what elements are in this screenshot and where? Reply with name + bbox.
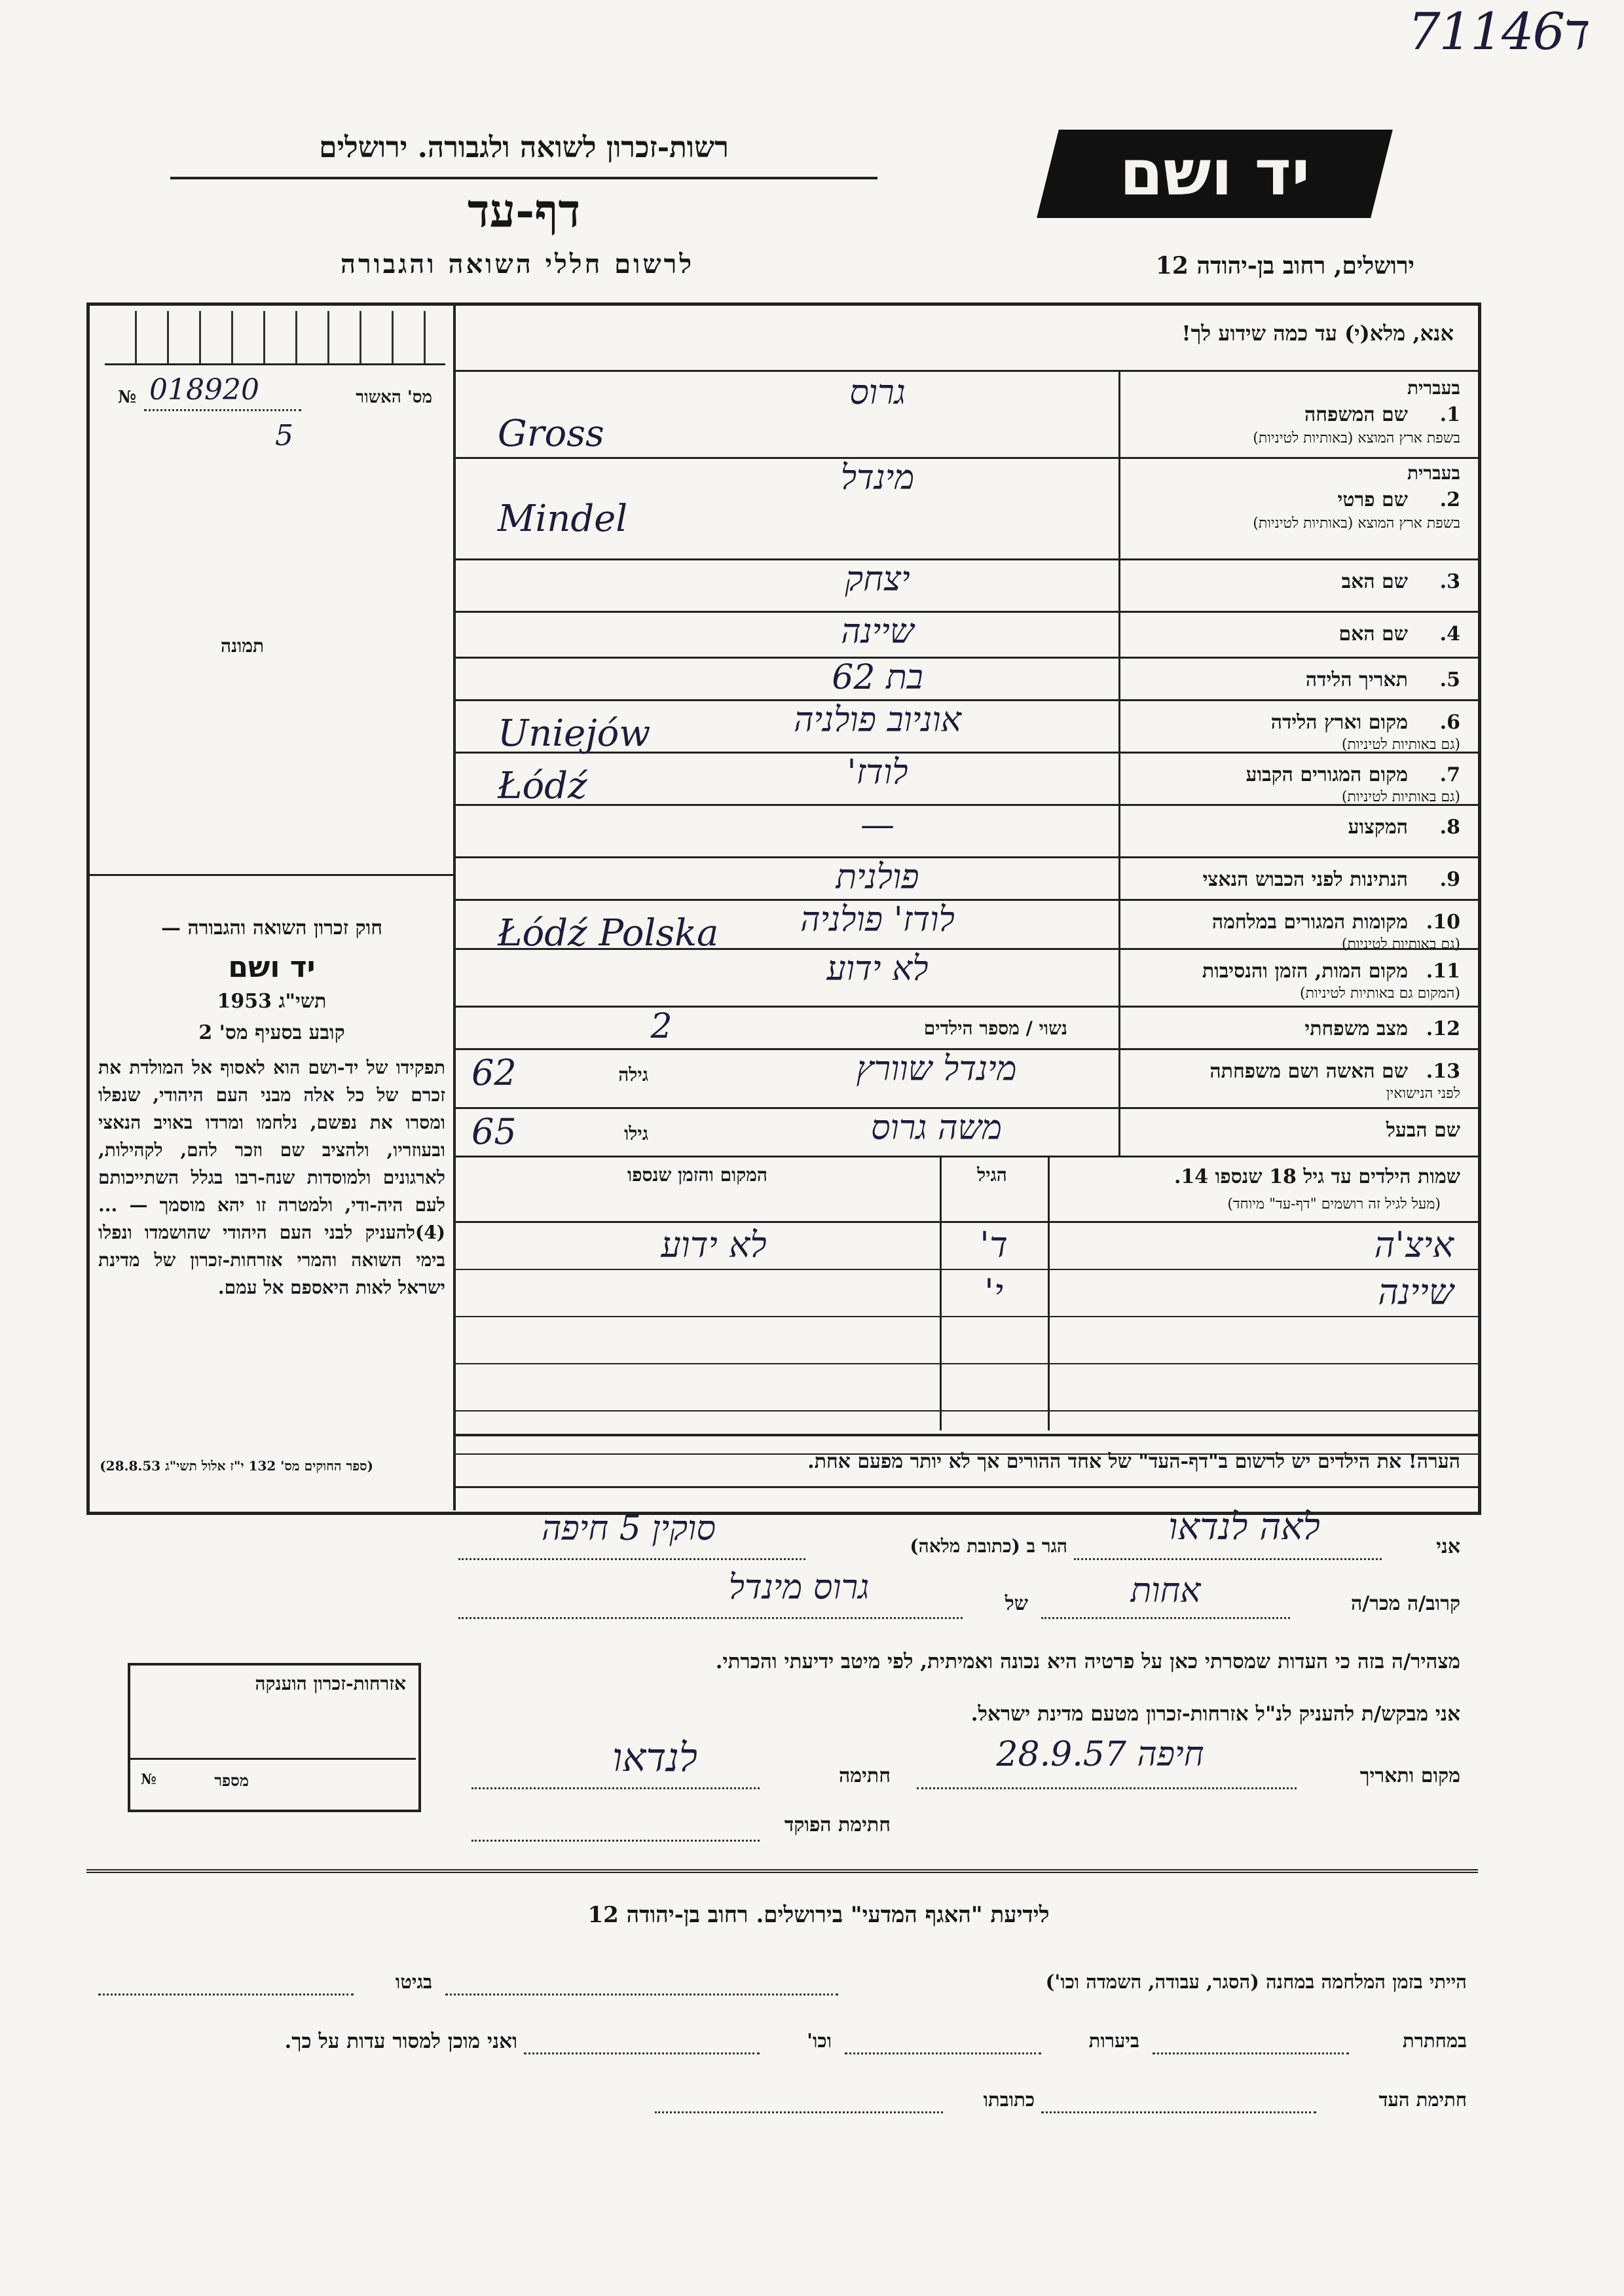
bottom-dots-2a bbox=[1153, 2052, 1349, 2054]
field-sub-label: (המקום גם באותיות לטיניות) bbox=[1300, 985, 1460, 1002]
field-number: 5. bbox=[1439, 668, 1460, 691]
field-label: שם האם bbox=[1338, 623, 1408, 646]
decl-resides: הגר ב (כתובת מלאה) bbox=[910, 1535, 1067, 1557]
field-number: 2. bbox=[1439, 488, 1460, 511]
field-sub-label: (גם באותיות לטיניות) bbox=[1341, 936, 1460, 953]
bottom-title: לידיעת "האגף המדעי" בירושלים. רחוב בן-יהודה 12 bbox=[587, 1902, 1050, 1928]
field-label: תאריך הלידה bbox=[1305, 668, 1408, 691]
field-number: 4. bbox=[1439, 623, 1460, 646]
field-label: הנתינות לפני הכבוש הנאצי bbox=[1202, 868, 1408, 891]
citizenship-number-label: מספר bbox=[214, 1771, 249, 1790]
field-value-latin: Łódź Polska bbox=[498, 912, 719, 955]
field-label: שם הבעל bbox=[1386, 1119, 1460, 1142]
sidebar-divider bbox=[453, 306, 456, 1510]
bottom-dots-1b bbox=[98, 1994, 354, 1995]
field-label: המקצוע bbox=[1348, 816, 1408, 839]
field-label: מקום וארץ הלידה bbox=[1270, 711, 1408, 734]
field-inline-label: נשוי / מספר הילדים bbox=[923, 1017, 1067, 1039]
intro-row-line bbox=[453, 370, 1478, 372]
bottom-line2d: ואני מוכן למסור עדות על כך. bbox=[284, 2030, 517, 2053]
header-address: ירושלים, רחוב בן-יהודה 12 bbox=[1155, 252, 1414, 280]
bottom-line1b: בגיטו bbox=[395, 1971, 432, 1993]
field-value-latin: Mindel bbox=[498, 498, 628, 540]
field-number: 7. bbox=[1439, 763, 1460, 786]
citizenship-number-prefix: № bbox=[141, 1771, 157, 1788]
field-value-hebrew: יצחק bbox=[845, 560, 910, 599]
field-value-hebrew: — bbox=[860, 805, 895, 845]
field-label: מקומות המגורים במלחמה bbox=[1211, 911, 1408, 934]
decl-signature-dots bbox=[471, 1787, 760, 1789]
field-age-value: 62 bbox=[471, 1052, 517, 1093]
bottom-line3b: כתובתו bbox=[983, 2088, 1035, 2111]
child-place: לא ידוע bbox=[661, 1224, 767, 1266]
bottom-rule bbox=[86, 1869, 1478, 1873]
field-label: מצב משפחתי bbox=[1304, 1017, 1408, 1040]
decl-relation-dots bbox=[1041, 1617, 1290, 1619]
decl-signature-label: חתימה bbox=[839, 1764, 891, 1787]
bottom-line2b: ביערות bbox=[1088, 2030, 1139, 2052]
decl-of-label: של bbox=[1005, 1592, 1028, 1615]
field-value-hebrew: משה גרוס bbox=[870, 1108, 1003, 1148]
sidebar-law-line bbox=[90, 874, 454, 876]
bottom-line3a: חתימת העד bbox=[1378, 2088, 1467, 2111]
field-value-hebrew: גרוס bbox=[849, 373, 906, 412]
note-line bbox=[453, 1486, 1478, 1488]
field-age-label: גילו bbox=[624, 1123, 648, 1144]
note-text: הערה! את הילדים יש לרשום ב"דף-העד" של אחד ההורים אך לא יותר מפעם אחת. bbox=[807, 1450, 1460, 1473]
field-sub-label: (גם באותיות לטיניות) bbox=[1341, 789, 1460, 805]
field-tag: בעברית bbox=[1407, 377, 1460, 399]
child-age: ד' bbox=[980, 1224, 1008, 1266]
field-value-hebrew: מינדל שוורץ bbox=[856, 1049, 1017, 1089]
bottom-dots-3b bbox=[655, 2111, 943, 2113]
logo-text: יד ושם bbox=[1119, 136, 1310, 210]
children-label-text: שמות הילדים עד גיל 18 שנספו bbox=[1215, 1165, 1460, 1188]
field-value-hebrew: לודז' bbox=[847, 753, 908, 792]
law-section: קובע בסעיף מס' 2 bbox=[198, 1021, 345, 1044]
decl-officer-label: חתימת הפוקד bbox=[784, 1813, 891, 1836]
field-number: 9. bbox=[1439, 868, 1460, 891]
field-value-hebrew: פולנית bbox=[836, 858, 919, 897]
field-value-hebrew: לא ידוע bbox=[826, 949, 929, 989]
children-header-rule bbox=[453, 1221, 1478, 1223]
field-label: שם פרטי bbox=[1337, 488, 1408, 511]
field-value-hebrew: שיינה bbox=[841, 612, 914, 651]
field-tag: בעברית bbox=[1407, 462, 1460, 484]
field-number: 11. bbox=[1426, 960, 1460, 983]
children-col-place: המקום והזמן שנספו bbox=[627, 1164, 767, 1186]
record-label: מס' האשור bbox=[356, 388, 432, 407]
form-subtitle: לרשום חללי השואה והגבורה bbox=[340, 249, 695, 280]
field-number: 10. bbox=[1426, 911, 1460, 934]
field-value-hebrew: 2 bbox=[650, 1007, 673, 1046]
bottom-line2c: וכו' bbox=[807, 2030, 832, 2052]
children-col-divider-1 bbox=[1048, 1156, 1050, 1430]
field-value-hebrew: מינדל bbox=[840, 458, 915, 498]
labels-divider bbox=[1118, 370, 1120, 1156]
children-row-line bbox=[453, 1363, 1478, 1364]
field-value-hebrew: אוניוב פולניה bbox=[794, 701, 961, 740]
decl-request: אני מבקש/ת להעניק לנ"ל אזרחות-זכרון מטעם מדינת ישראל. bbox=[970, 1702, 1460, 1726]
field-label: שם האב bbox=[1341, 570, 1408, 593]
bottom-dots-1a bbox=[445, 1994, 838, 1995]
decl-of-value: גרוס מינדל bbox=[728, 1568, 870, 1607]
decl-place-date-value: חיפה 28.9.57 bbox=[996, 1735, 1204, 1774]
law-year: תשי"ג 1953 bbox=[217, 990, 327, 1013]
decl-name-value: לאה לנדאו bbox=[1168, 1506, 1320, 1548]
record-dots bbox=[144, 409, 301, 411]
field-value-latin: Gross bbox=[498, 412, 604, 455]
bottom-line2a: במחתרת bbox=[1403, 2030, 1467, 2052]
field-value-hebrew: לודז' פולניה bbox=[800, 900, 955, 939]
children-row-line bbox=[453, 1316, 1478, 1317]
decl-statement: מצהיר/ה בזה כי העדות שמסרתי כאן על פרטיה היא נכונה ואמיתית, לפי מיטב ידיעתי והכרתי. bbox=[715, 1650, 1460, 1673]
law-title: חוק זכרון השואה והגבורה — bbox=[161, 917, 382, 939]
children-row-line bbox=[453, 1269, 1478, 1270]
field-sub-label: לפני הנישואין bbox=[1386, 1085, 1460, 1102]
decl-address-dots bbox=[458, 1558, 805, 1560]
record-number: 018920 bbox=[149, 373, 259, 407]
decl-address-value: סוקין 5 חיפה bbox=[542, 1509, 716, 1548]
field-sub-label: בשפת ארץ המוצא (באותיות לטיניות) bbox=[1253, 515, 1460, 532]
decl-name-dots bbox=[1074, 1558, 1382, 1560]
children-top-line bbox=[453, 1156, 1478, 1157]
field-sub-label: בשפת ארץ המוצא (באותיות לטיניות) bbox=[1253, 430, 1460, 446]
children-col-age: הגיל bbox=[977, 1164, 1007, 1186]
children-label bbox=[1035, 1165, 1460, 1188]
record-prefix: № bbox=[118, 388, 137, 407]
children-col-divider-2 bbox=[940, 1156, 942, 1430]
form-title: דף-עד bbox=[467, 183, 581, 238]
field-label: מקום המגורים הקבוע bbox=[1246, 763, 1408, 786]
decl-i-label: אני bbox=[1436, 1535, 1460, 1558]
field-number: 8. bbox=[1439, 816, 1460, 839]
field-number: 12. bbox=[1426, 1017, 1460, 1040]
record-note: 5 bbox=[275, 419, 293, 452]
decl-officer-dots bbox=[471, 1840, 760, 1842]
decl-place-date-dots bbox=[917, 1787, 1297, 1789]
field-age-label: גילה bbox=[618, 1064, 648, 1085]
intro-text: אנא, מלא(י) עד כמה שידוע לך! bbox=[1181, 321, 1454, 346]
field-number: 6. bbox=[1439, 711, 1460, 734]
field-value-latin: Uniejów bbox=[498, 712, 651, 755]
decl-place-date-label: מקום ותאריך bbox=[1359, 1764, 1460, 1787]
children-bottom-line bbox=[453, 1434, 1478, 1436]
children-sub: (מעל לגיל זה רושמים "דף-עד" מיוחד) bbox=[1227, 1196, 1441, 1212]
bottom-dots-2b bbox=[845, 2052, 1041, 2054]
field-value-hebrew: בת 62 bbox=[832, 658, 923, 697]
authority-underline bbox=[170, 177, 877, 179]
field-value-latin: Łódź bbox=[498, 765, 587, 807]
children-row-line bbox=[453, 1410, 1478, 1412]
child-name: איצ'ה bbox=[1374, 1224, 1454, 1266]
decl-relative-label: קרוב/ה מכר/ה bbox=[1351, 1592, 1460, 1615]
decl-of-dots bbox=[458, 1617, 963, 1619]
decl-signature-value: לנדאו bbox=[612, 1735, 697, 1781]
child-name: שיינה bbox=[1378, 1271, 1454, 1313]
children-num: 14. bbox=[1173, 1165, 1209, 1188]
decl-relation-value: אחות bbox=[1130, 1571, 1201, 1611]
field-age-value: 65 bbox=[471, 1111, 517, 1152]
child-age: י' bbox=[984, 1271, 1003, 1313]
field-number: 1. bbox=[1439, 403, 1460, 426]
law-text: תפקידו של יד-ושם הוא לאסוף אל המולדת את זכרם של כל אלה מבני העם היהודי, שנפלו ומסרו את נפשם, נלחמו ומרדו באויב הנאצי ובעוזריו, ולהציב שם וזכר להם, לקהילות, לארגונים ולמוסדות שנח-רבו בגלל השתייכותם לעם היה-ודי, ולמטרה זו יהא מוסמך — ...(4)להעניק לבני העם היהודי שהושמדו ונפלו בימי השואה והמרי אזרחות-זכרון של מדינת ישראל לאות היאספם אל עמם. bbox=[98, 1057, 445, 1298]
archive-number: ד71146 bbox=[1408, 3, 1589, 62]
citizenship-box-line bbox=[130, 1758, 416, 1760]
citizenship-title: אזרחות-זכרון הוענקה bbox=[255, 1673, 406, 1694]
field-label: שם האשה ושם משפחתה bbox=[1209, 1060, 1408, 1083]
field-label: שם המשפחה bbox=[1304, 403, 1408, 426]
law-logo: יד ושם bbox=[228, 951, 316, 984]
authority-title: רשות-זכרון לשואה ולגבורה. ירושלים bbox=[319, 131, 729, 164]
field-sub-label: (גם באותיות לטיניות) bbox=[1341, 737, 1460, 753]
field-label: מקום המות, הזמן והנסיבות bbox=[1202, 960, 1408, 983]
law-reference: (ספר החוקים מס' 132 י"ז אלול תשי"ג 28.8.53) bbox=[100, 1458, 373, 1474]
bottom-line1a: הייתי בזמן המלחמה במחנה (הסגר, עבודה, השמדה וכו') bbox=[1045, 1971, 1467, 1993]
sidebar-ticks bbox=[105, 311, 445, 365]
field-number: 13. bbox=[1426, 1060, 1460, 1083]
bottom-dots-2c bbox=[524, 2052, 760, 2054]
photo-label: תמונה bbox=[220, 635, 265, 657]
field-number: 3. bbox=[1439, 570, 1460, 593]
bottom-dots-3a bbox=[1041, 2111, 1316, 2113]
